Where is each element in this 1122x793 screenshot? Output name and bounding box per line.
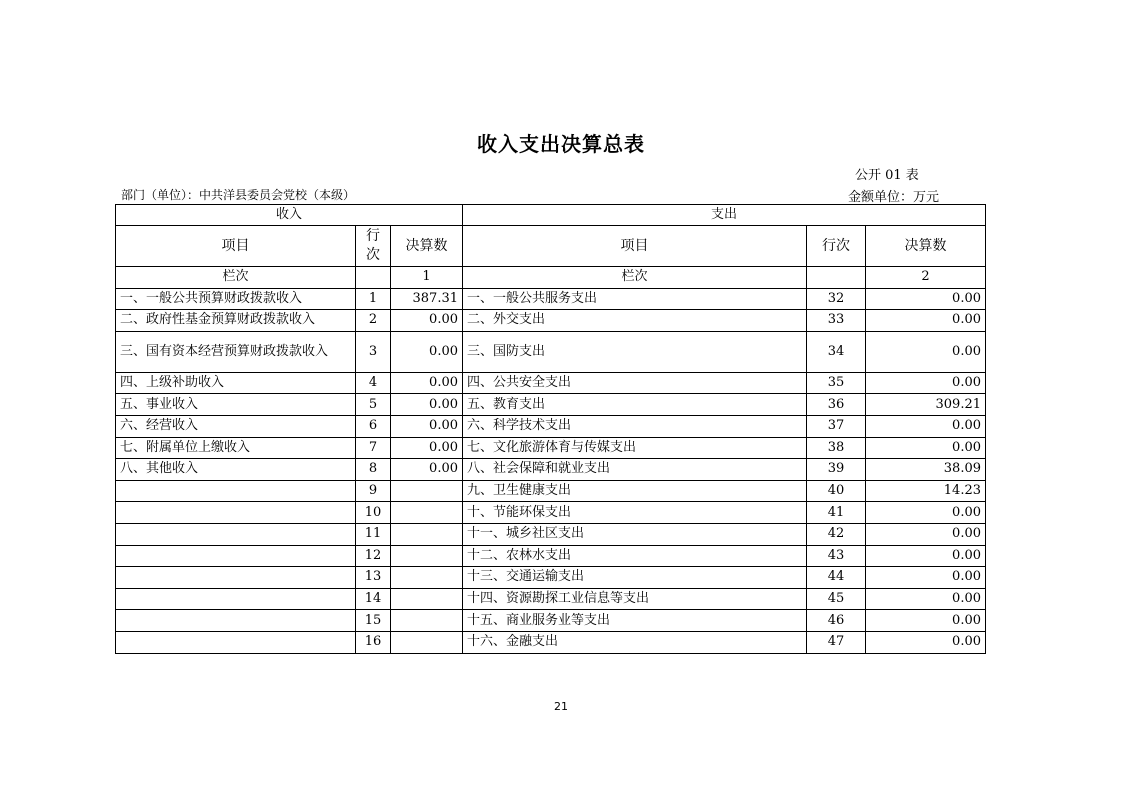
income-item-header: 项目 — [116, 226, 356, 267]
expense-item-header: 项目 — [463, 226, 807, 267]
expense-row-num-cell: 34 — [807, 331, 866, 372]
table-row — [116, 588, 986, 610]
income-amount-cell — [391, 480, 463, 502]
income-row-num-cell: 7 — [356, 437, 391, 459]
expense-row-num-cell: 39 — [807, 459, 866, 481]
expense-row-num-cell: 37 — [807, 415, 866, 437]
expense-amount-cell: 0.00 — [866, 567, 986, 589]
income-amount-cell — [391, 502, 463, 524]
group-header-row — [116, 205, 986, 226]
table-row — [116, 567, 986, 589]
income-row-num-cell: 2 — [356, 310, 391, 332]
income-item-cell: 二、政府性基金预算财政拨款收入 — [116, 310, 356, 332]
expense-row-num-cell: 45 — [807, 588, 866, 610]
income-row-num-cell: 8 — [356, 459, 391, 481]
table-row — [116, 372, 986, 394]
expense-row-num-cell: 41 — [807, 502, 866, 524]
income-row-num-cell: 16 — [356, 631, 391, 653]
income-item-cell — [116, 567, 356, 589]
table-row — [116, 331, 986, 372]
income-row-num-cell: 14 — [356, 588, 391, 610]
expense-row-num-cell: 40 — [807, 480, 866, 502]
expense-item-cell: 十三、交通运输支出 — [463, 567, 807, 589]
table-row — [116, 523, 986, 545]
income-item-cell: 六、经营收入 — [116, 415, 356, 437]
expense-amount-cell: 0.00 — [866, 415, 986, 437]
column-header-row — [116, 226, 986, 267]
income-amount-cell — [391, 545, 463, 567]
expense-item-cell: 二、外交支出 — [463, 310, 807, 332]
expense-amount-header: 决算数 — [866, 226, 986, 267]
expense-row-num-cell: 32 — [807, 288, 866, 310]
expense-item-cell: 五、教育支出 — [463, 394, 807, 416]
table-row — [116, 502, 986, 524]
expense-item-cell: 十、节能环保支出 — [463, 502, 807, 524]
page-title: 收入支出决算总表 — [477, 132, 645, 156]
income-row-num-cell: 10 — [356, 502, 391, 524]
income-amount-cell: 0.00 — [391, 437, 463, 459]
expense-row-num-cell: 33 — [807, 310, 866, 332]
income-row-num-cell: 12 — [356, 545, 391, 567]
income-row-num-cell: 1 — [356, 288, 391, 310]
income-amount-cell: 387.31 — [391, 288, 463, 310]
income-item-cell: 七、附属单位上缴收入 — [116, 437, 356, 459]
income-amount-cell: 0.00 — [391, 331, 463, 372]
expense-amount-cell: 0.00 — [866, 545, 986, 567]
income-amount-cell — [391, 588, 463, 610]
income-row-num-cell: 4 — [356, 372, 391, 394]
income-amount-header: 决算数 — [391, 226, 463, 267]
income-amount-cell: 0.00 — [391, 394, 463, 416]
table-id: 公开 01 表 — [855, 168, 919, 183]
expense-item-cell: 六、科学技术支出 — [463, 415, 807, 437]
income-row-num-cell: 13 — [356, 567, 391, 589]
expense-amount-cell: 14.23 — [866, 480, 986, 502]
expense-row-num-cell: 43 — [807, 545, 866, 567]
expense-amount-cell: 0.00 — [866, 610, 986, 632]
expense-amount-cell: 0.00 — [866, 523, 986, 545]
table-row — [116, 288, 986, 310]
expense-item-cell: 四、公共安全支出 — [463, 372, 807, 394]
income-row-num-cell: 3 — [356, 331, 391, 372]
expense-item-cell: 十四、资源勘探工业信息等支出 — [463, 588, 807, 610]
expense-amount-cell: 0.00 — [866, 372, 986, 394]
expense-amount-cell: 38.09 — [866, 459, 986, 481]
department-label: 部门（单位）：中共洋县委员会党校（本级） — [121, 188, 356, 202]
expense-amount-cell: 0.00 — [866, 310, 986, 332]
income-item-cell: 八、其他收入 — [116, 459, 356, 481]
income-column-index-label: 栏次 — [116, 267, 356, 289]
expense-row-num-cell: 47 — [807, 631, 866, 653]
table-row — [116, 610, 986, 632]
expense-item-cell: 七、文化旅游体育与传媒支出 — [463, 437, 807, 459]
income-row-num-cell: 6 — [356, 415, 391, 437]
column-index-row — [116, 267, 986, 289]
income-item-cell: 三、国有资本经营预算财政拨款收入 — [116, 331, 356, 372]
income-amount-cell — [391, 567, 463, 589]
expense-amount-cell: 0.00 — [866, 331, 986, 372]
income-item-cell — [116, 545, 356, 567]
income-row-num-header: 行次 — [356, 226, 391, 267]
income-item-cell — [116, 588, 356, 610]
income-item-cell: 五、事业收入 — [116, 394, 356, 416]
income-item-cell — [116, 610, 356, 632]
income-item-cell — [116, 631, 356, 653]
income-item-cell: 四、上级补助收入 — [116, 372, 356, 394]
expense-amount-cell: 0.00 — [866, 631, 986, 653]
expense-amount-cell: 0.00 — [866, 288, 986, 310]
expense-item-cell: 三、国防支出 — [463, 331, 807, 372]
income-amount-cell: 0.00 — [391, 372, 463, 394]
income-expense-table — [115, 204, 986, 654]
expense-row-num-header: 行次 — [807, 226, 866, 267]
income-amount-cell — [391, 523, 463, 545]
table-row — [116, 437, 986, 459]
income-group-header: 收入 — [116, 205, 463, 226]
table-row — [116, 480, 986, 502]
expense-row-num-cell: 38 — [807, 437, 866, 459]
table-row — [116, 310, 986, 332]
expense-amount-cell: 309.21 — [866, 394, 986, 416]
table-row — [116, 415, 986, 437]
income-item-cell — [116, 480, 356, 502]
expense-group-header: 支出 — [463, 205, 986, 226]
expense-column-index: 2 — [866, 267, 986, 289]
income-amount-cell: 0.00 — [391, 459, 463, 481]
expense-row-num-cell: 46 — [807, 610, 866, 632]
expense-column-index-label: 栏次 — [463, 267, 807, 289]
expense-item-cell: 十二、农林水支出 — [463, 545, 807, 567]
table-row — [116, 394, 986, 416]
income-row-num-cell: 9 — [356, 480, 391, 502]
income-item-cell — [116, 502, 356, 524]
income-column-index-blank — [356, 267, 391, 289]
income-item-cell: 一、一般公共预算财政拨款收入 — [116, 288, 356, 310]
expense-row-num-cell: 35 — [807, 372, 866, 394]
expense-item-cell: 九、卫生健康支出 — [463, 480, 807, 502]
expense-column-index-blank — [807, 267, 866, 289]
table-row — [116, 459, 986, 481]
income-column-index: 1 — [391, 267, 463, 289]
income-amount-cell — [391, 610, 463, 632]
amount-unit-label: 金额单位：万元 — [848, 190, 940, 205]
expense-row-num-cell: 42 — [807, 523, 866, 545]
page-number: 21 — [554, 700, 568, 713]
expense-item-cell: 一、一般公共服务支出 — [463, 288, 807, 310]
expense-item-cell: 十六、金融支出 — [463, 631, 807, 653]
expense-item-cell: 十五、商业服务业等支出 — [463, 610, 807, 632]
expense-row-num-cell: 44 — [807, 567, 866, 589]
table-row — [116, 631, 986, 653]
income-amount-cell — [391, 631, 463, 653]
expense-amount-cell: 0.00 — [866, 588, 986, 610]
income-row-num-cell: 11 — [356, 523, 391, 545]
expense-amount-cell: 0.00 — [866, 502, 986, 524]
income-row-num-cell: 15 — [356, 610, 391, 632]
table-row — [116, 545, 986, 567]
expense-row-num-cell: 36 — [807, 394, 866, 416]
income-row-num-cell: 5 — [356, 394, 391, 416]
table-body — [116, 288, 986, 653]
expense-item-cell: 八、社会保障和就业支出 — [463, 459, 807, 481]
income-item-cell — [116, 523, 356, 545]
expense-amount-cell: 0.00 — [866, 437, 986, 459]
income-amount-cell: 0.00 — [391, 310, 463, 332]
expense-item-cell: 十一、城乡社区支出 — [463, 523, 807, 545]
income-amount-cell: 0.00 — [391, 415, 463, 437]
